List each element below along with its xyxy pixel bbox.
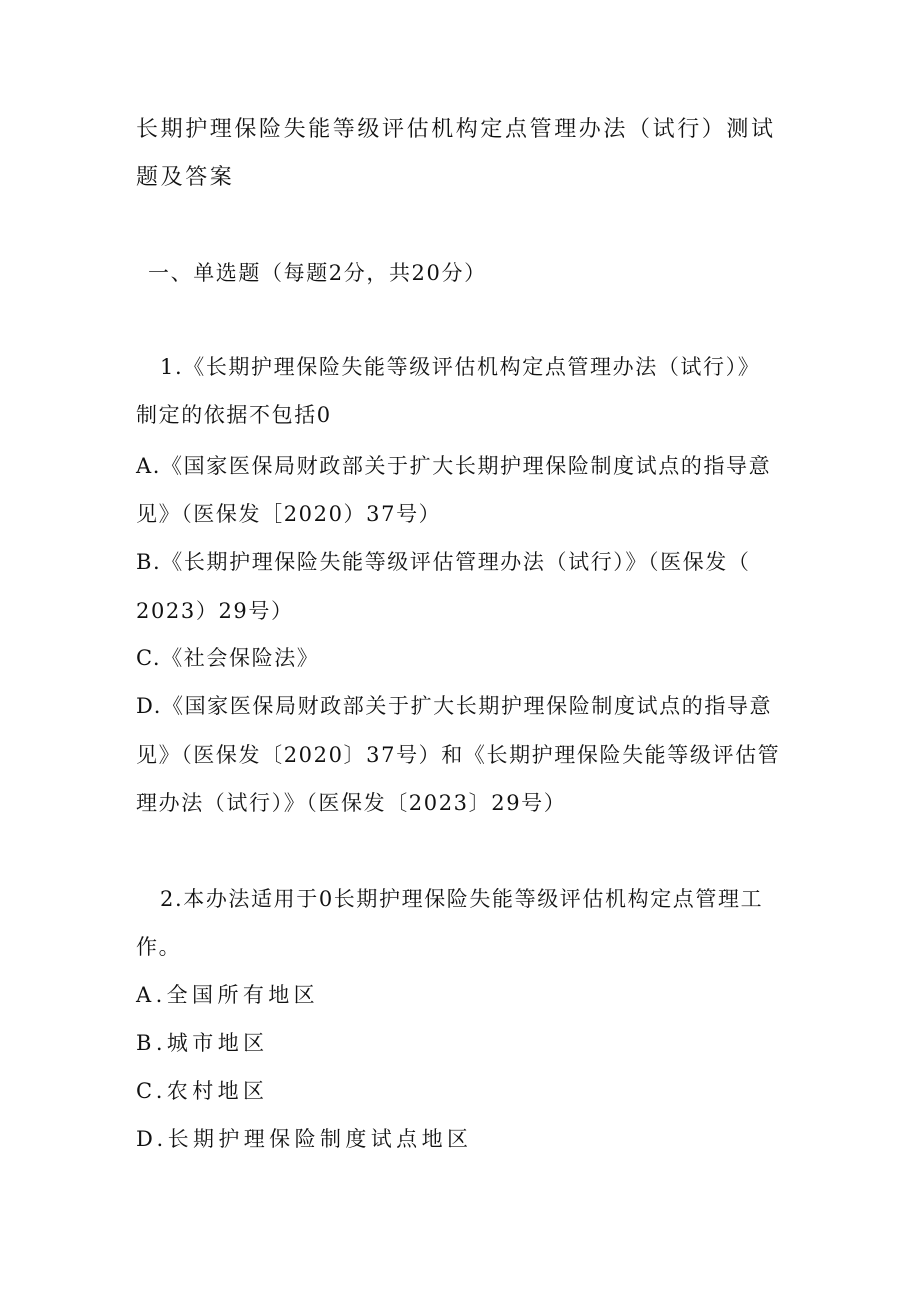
question-1-option-a-line-2: 见》（医保发［2020）37号）	[136, 502, 442, 526]
question-1-option-d-line-3: 理办法（试行）》（医保发〔2023〕29号）	[136, 791, 567, 815]
question-1-option-c: C.《社会保险法》	[136, 646, 320, 670]
question-2-option-b: B.城市地区	[136, 1031, 269, 1055]
question-1-option-d-line-1: D.《国家医保局财政部关于扩大长期护理保险制度试点的指导意	[136, 694, 773, 718]
question-1-option-a-line-1: A.《国家医保局财政部关于扩大长期护理保险制度试点的指导意	[136, 454, 772, 478]
question-2-stem-line-1: 2.本办法适用于0长期护理保险失能等级评估机构定点管理工	[160, 887, 764, 911]
question-2-option-d: D.长期护理保险制度试点地区	[136, 1127, 473, 1151]
section-heading: 一、单选题（每题2分，共20分）	[148, 261, 487, 285]
document-title-line-1: 长期护理保险失能等级评估机构定点管理办法（试行）测试	[136, 117, 776, 142]
question-1-option-b-line-2: 2023）29号）	[136, 599, 294, 623]
question-2-stem-line-2: 作。	[136, 935, 182, 959]
document-title-line-2: 题及答案	[136, 165, 235, 190]
question-1-stem-line-2: 制定的依据不包括0	[136, 403, 332, 427]
question-1-option-b-line-1: B.《长期护理保险失能等级评估管理办法（试行）》（医保发（	[136, 550, 751, 574]
question-1-stem-line-1: 1.《长期护理保险失能等级评估机构定点管理办法（试行）》	[160, 355, 761, 379]
question-2-option-a: A.全国所有地区	[136, 983, 320, 1007]
question-1-option-d-line-2: 见》（医保发〔2020〕37号）和《长期护理保险失能等级评估管	[136, 743, 781, 767]
question-2-option-c: C.农村地区	[136, 1079, 269, 1103]
